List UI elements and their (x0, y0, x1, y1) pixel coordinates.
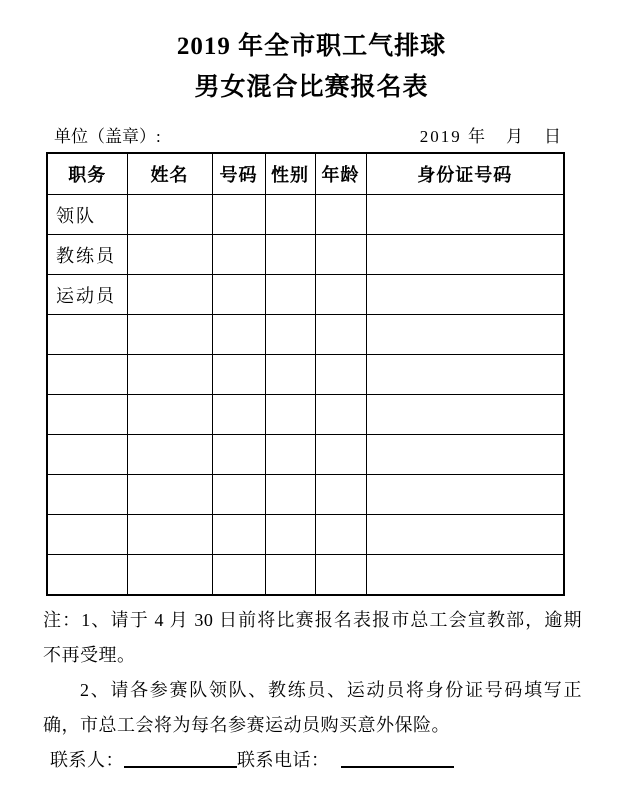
position-cell (47, 555, 127, 596)
blank-cell (127, 515, 212, 555)
meta-row (54, 122, 563, 147)
blank-cell (127, 395, 212, 435)
blank-cell (315, 315, 366, 355)
column-header: 年龄 (315, 153, 366, 195)
blank-cell (366, 435, 564, 475)
blank-cell (265, 395, 315, 435)
blank-cell (315, 355, 366, 395)
position-cell (47, 395, 127, 435)
blank-cell (366, 475, 564, 515)
column-header: 号码 (212, 153, 265, 195)
notes-block (43, 603, 582, 778)
blank-cell (366, 275, 564, 315)
note-line-2: 不再受理。 (43, 645, 136, 665)
blank-cell (212, 235, 265, 275)
blank-cell (212, 355, 265, 395)
column-header: 身份证号码 (366, 153, 564, 195)
blank-cell (265, 355, 315, 395)
form-title-line2: 男女混合比赛报名表 (194, 74, 429, 101)
position-cell (47, 315, 127, 355)
blank-cell (315, 395, 366, 435)
blank-cell (315, 235, 366, 275)
contact-person-label: 联系人： (50, 750, 124, 770)
table-row (47, 555, 564, 596)
position-cell (47, 435, 127, 475)
note-line-1: 注：1、请于 4 月 30 日前将比赛报名表报市总工会宣教部，逾期 (43, 610, 582, 630)
position-cell (47, 515, 127, 555)
blank-cell (127, 275, 212, 315)
form-title-line1: 2019 年全市职工气排球 (176, 33, 447, 60)
position-cell: 领队 (47, 195, 127, 235)
blank-cell (127, 195, 212, 235)
blank-cell (315, 475, 366, 515)
blank-cell (315, 195, 366, 235)
column-header: 性别 (265, 153, 315, 195)
blank-cell (212, 555, 265, 596)
table-row (47, 395, 564, 435)
column-header: 姓名 (127, 153, 212, 195)
table-row (47, 355, 564, 395)
blank-cell (366, 235, 564, 275)
blank-cell (315, 435, 366, 475)
table-row (47, 475, 564, 515)
table-row (47, 515, 564, 555)
blank-cell (366, 195, 564, 235)
position-cell (47, 475, 127, 515)
blank-cell (315, 515, 366, 555)
blank-cell (212, 435, 265, 475)
table-row (47, 435, 564, 475)
position-cell: 运动员 (47, 275, 127, 315)
position-cell: 教练员 (47, 235, 127, 275)
table-row (47, 235, 564, 275)
blank-cell (366, 515, 564, 555)
blank-cell (366, 555, 564, 596)
blank-cell (127, 315, 212, 355)
date-label: 2019 年 月 日 (419, 127, 563, 146)
roster-table (46, 152, 565, 596)
blank-cell (366, 315, 564, 355)
column-header: 职务 (47, 153, 127, 195)
table-row (47, 315, 564, 355)
unit-seal-label: 单位（盖章）: (54, 127, 161, 146)
blank-cell (127, 235, 212, 275)
blank-cell (212, 515, 265, 555)
blank-cell (127, 555, 212, 596)
blank-cell (315, 275, 366, 315)
form-title (0, 0, 623, 108)
contact-phone-label: 联系电话： (237, 750, 330, 770)
table-body (47, 195, 564, 596)
blank-cell (265, 195, 315, 235)
blank-cell (265, 435, 315, 475)
blank-cell (212, 195, 265, 235)
table-header-row (47, 153, 564, 195)
blank-cell (265, 315, 315, 355)
blank-cell (265, 475, 315, 515)
blank-cell (127, 475, 212, 515)
blank-cell (366, 355, 564, 395)
table-row (47, 195, 564, 235)
contact-person-blank (124, 748, 237, 768)
table-row (47, 275, 564, 315)
blank-cell (265, 555, 315, 596)
blank-cell (265, 275, 315, 315)
blank-cell (265, 515, 315, 555)
blank-cell (212, 475, 265, 515)
position-cell (47, 355, 127, 395)
blank-cell (212, 315, 265, 355)
blank-cell (127, 435, 212, 475)
blank-cell (366, 395, 564, 435)
contact-row (43, 743, 582, 778)
blank-cell (265, 235, 315, 275)
blank-cell (212, 275, 265, 315)
note-line-3: 2、请各参赛队领队、教练员、运动员将身份证号码填写正 (80, 680, 582, 700)
blank-cell (212, 395, 265, 435)
blank-cell (127, 355, 212, 395)
note-line-4: 确，市总工会将为每名参赛运动员购买意外保险。 (43, 715, 450, 735)
blank-cell (315, 555, 366, 596)
contact-phone-blank (341, 748, 454, 768)
